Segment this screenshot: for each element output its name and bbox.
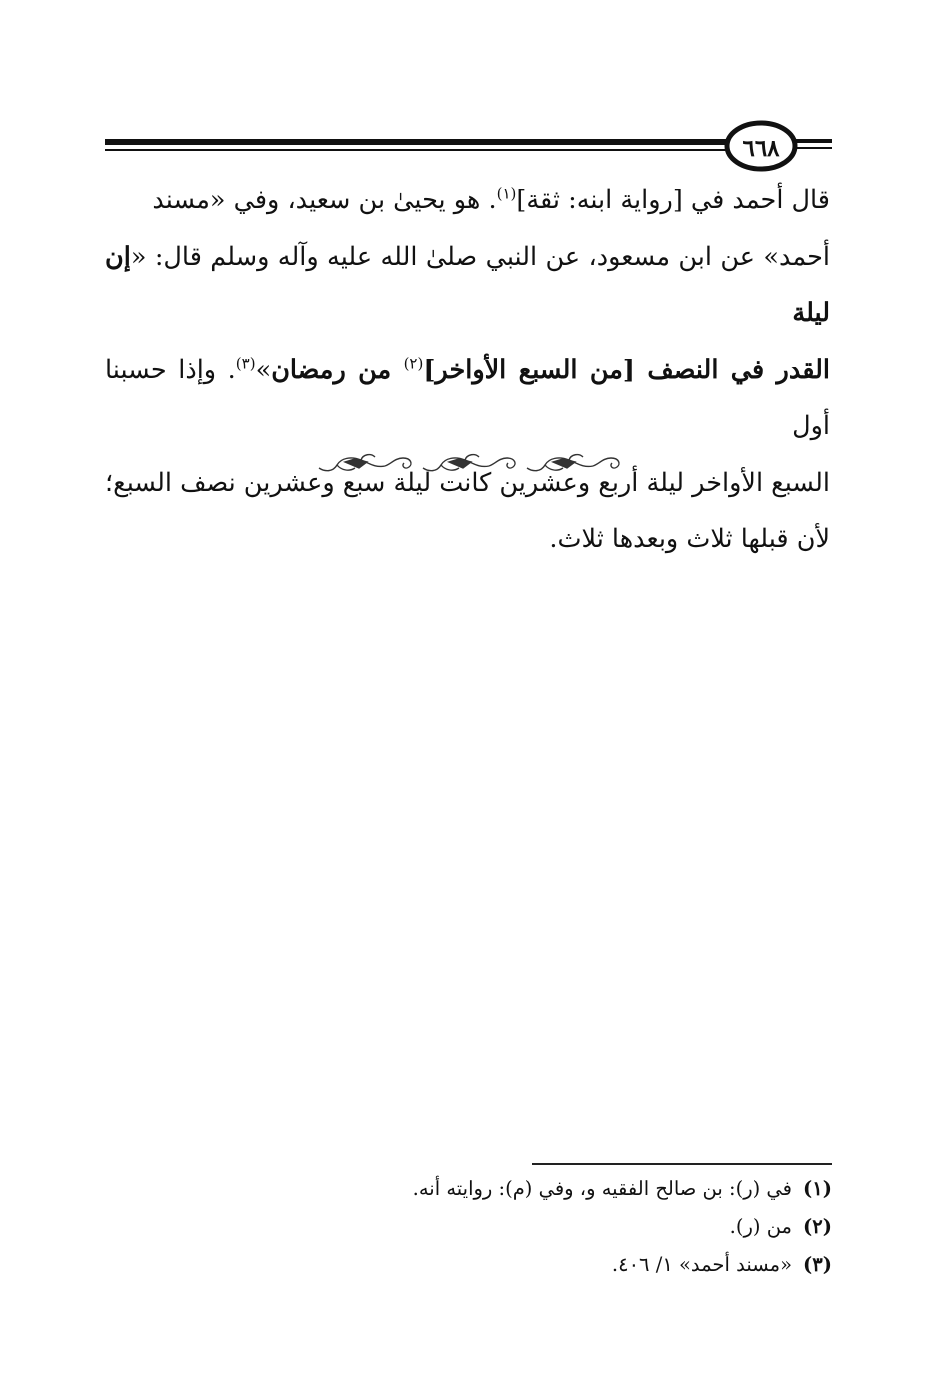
text-segment: . هو يحيىٰ بن سعيد، وفي «مسند [152,185,497,215]
text-segment: أحمد» عن ابن مسعود، عن النبي صلىٰ الله عليه وآله وسلم قال: « [130,241,830,272]
text-segment: . وإذا حسبنا أول [105,354,830,441]
footnote-number: (١) [803,1177,832,1200]
footnote-text: «مسند أحمد» ١/ ٤٠٦. [611,1253,792,1276]
text-segment: إن ليلة [105,241,830,328]
footnote-marker: (٢) [403,354,424,372]
footnote-number: (٣) [803,1253,832,1276]
floral-divider-icon [315,448,627,478]
footnote-marker: (٣) [235,354,256,372]
text-line [105,511,830,568]
page-header [105,115,832,179]
footnote-marker: (١) [496,184,517,203]
text-segment: من رمضان [271,354,404,385]
page-number: ٦٦٨ [742,134,780,162]
footnote [105,1208,832,1246]
text-segment: القدر في النصف [من السبع الأواخر] [423,354,831,385]
footnote-text: في (ر): بن صالح الفقيه و، وفي (م): روايته أنه. [412,1177,792,1200]
footnotes [105,1170,832,1284]
footnote [105,1170,832,1208]
footnote-number: (٢) [803,1215,832,1238]
text-line [105,342,830,455]
text-segment: قال أحمد في [رواية ابنه: ثقة] [516,185,830,215]
main-text [105,172,830,568]
footnote-divider [532,1163,832,1165]
text-line [105,172,830,229]
header-rule-icon [105,115,832,179]
text-segment: السبع الأواخر ليلة أربع وعشرين كانت ليلة سبع وعشرين نصف السبع؛ [105,467,830,498]
text-segment: » [255,354,272,385]
text-line [105,229,830,342]
footnote [105,1246,832,1284]
footnote-text: من (ر). [729,1215,792,1238]
text-segment: لأن قبلها ثلاث وبعدها ثلاث. [549,524,830,554]
